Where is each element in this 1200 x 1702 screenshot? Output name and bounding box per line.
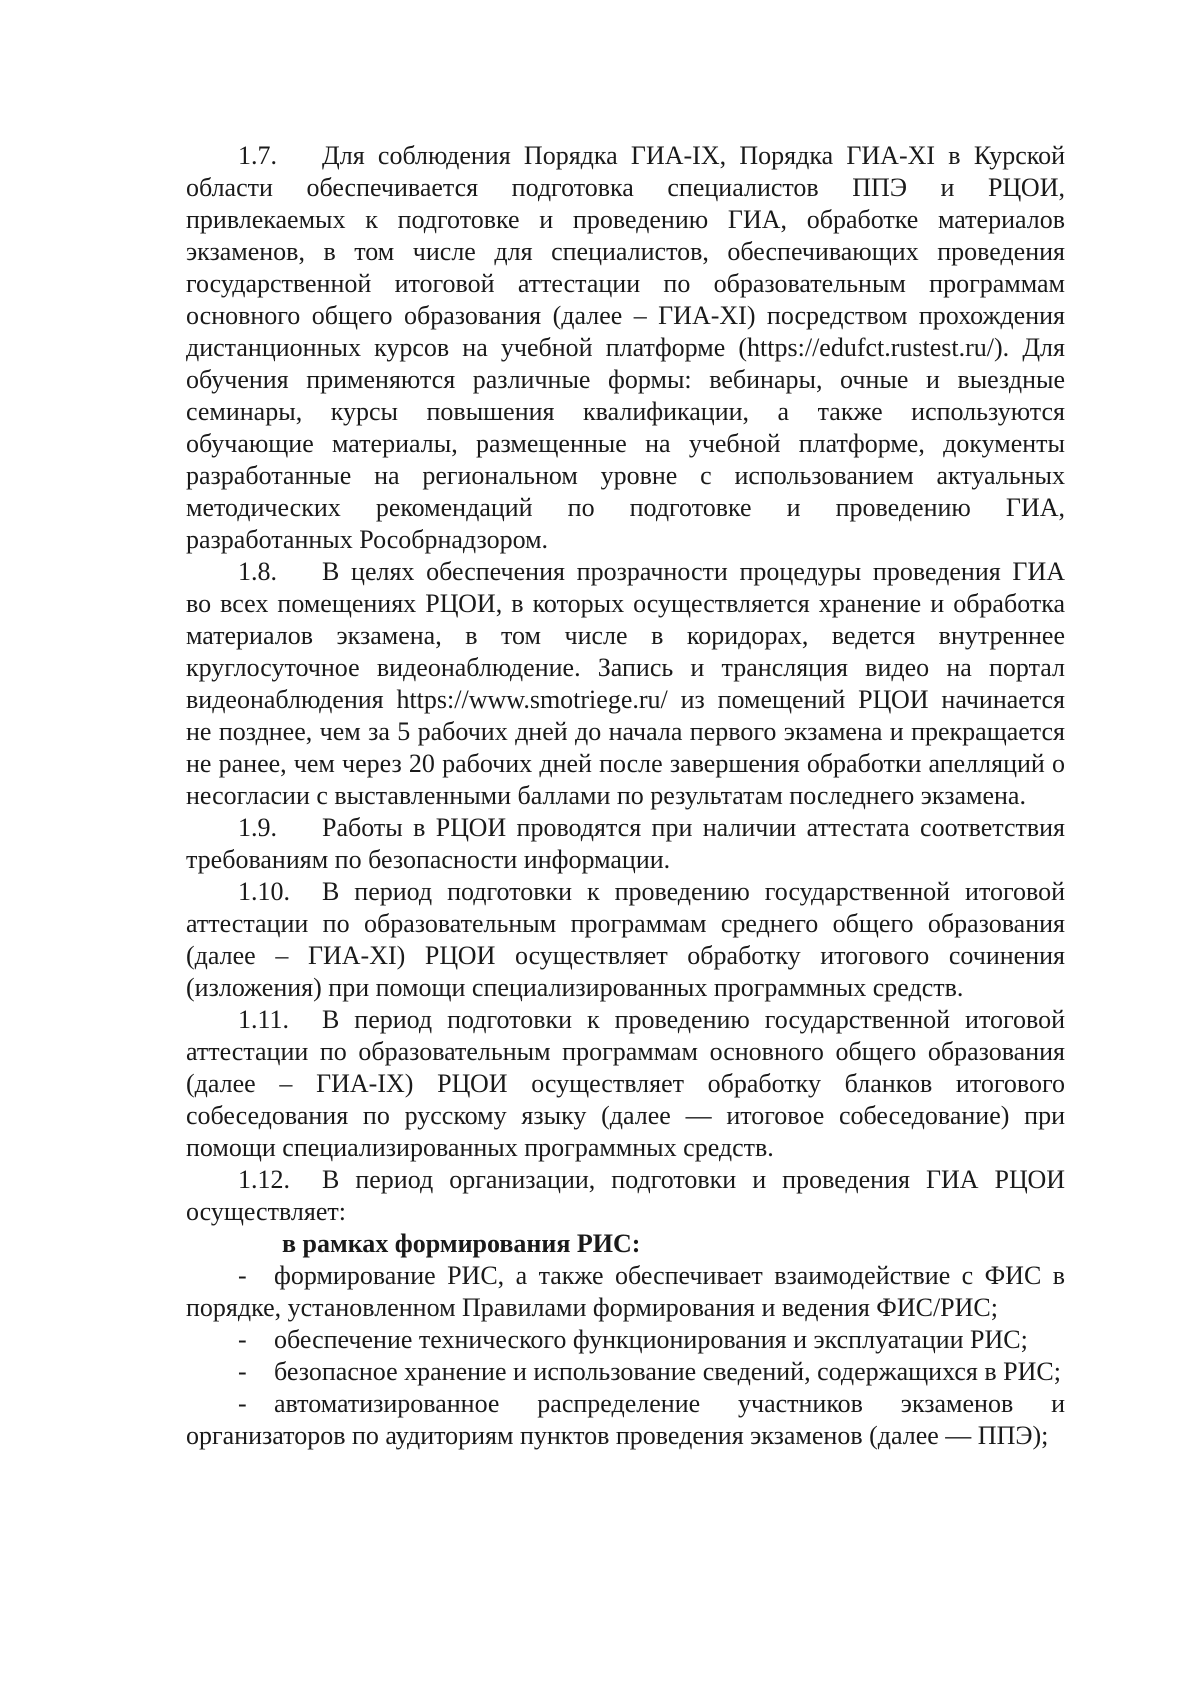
paragraph-text: В период подготовки к проведению государственной итоговой аттестации по образовательным программам среднего общего образования (далее – ГИА-XI) РЦОИ осуществляет обработку итогового сочинения (изложения) при помощи специализированных программных средств. — [186, 877, 1065, 1002]
list-item-text: формирование РИС, а также обеспечивает взаимодействие с ФИС в порядке, установленном Правилами формирования и ведения ФИС/РИС; — [186, 1261, 1065, 1322]
paragraph-number: 1.7. — [238, 141, 277, 170]
bullet-dash: - — [238, 1357, 247, 1386]
list-item — [186, 1388, 1065, 1452]
paragraph-1-12 — [186, 1164, 1065, 1228]
paragraph-number: 1.9. — [238, 813, 277, 842]
paragraph-number: 1.10. — [238, 877, 290, 906]
bullet-dash: - — [238, 1261, 247, 1290]
list-item — [186, 1324, 1065, 1356]
paragraph-text: Для соблюдения Порядка ГИА-IX, Порядка ГИА-XI в Курской области обеспечивается подготовка специалистов ППЭ и РЦОИ, привлекаемых к подготовке и проведению ГИА, обработке материалов экзаменов, в том числе для специалистов, обеспечивающих проведения государственной итоговой аттестации по образовательным программам основного общего образования (далее – ГИА-XI) посредством прохождения дистанционных курсов на учебной платформе (https://edufct.rustest.ru/). Для обучения применяются различные формы: вебинары, очные и выездные семинары, курсы повышения квалификации, а также используются обучающие материалы, размещенные на учебной платформе, документы разработанные на региональном уровне с использованием актуальных методических рекомендаций по подготовке и проведению ГИА, разработанных Рособрнадзором. — [186, 141, 1065, 554]
paragraph-text: В целях обеспечения прозрачности процедуры проведения ГИА во всех помещениях РЦОИ, в которых осуществляется хранение и обработка материалов экзамена, в том числе в коридорах, ведется внутреннее круглосуточное видеонаблюдение. Запись и трансляция видео на портал видеонаблюдения https://www.smotriege.ru/ из помещений РЦОИ начинается не позднее, чем за 5 рабочих дней до начала первого экзамена и прекращается не ранее, чем через 20 рабочих дней после завершения обработки апелляций о несогласии с выставленными баллами по результатам последнего экзамена. — [186, 557, 1065, 810]
paragraph-number: 1.11. — [238, 1005, 290, 1034]
paragraph-text: В период организации, подготовки и проведения ГИА РЦОИ осуществляет: — [186, 1165, 1065, 1226]
list-item-text: обеспечение технического функционирования и эксплуатации РИС; — [274, 1325, 1028, 1354]
paragraph-text: Работы в РЦОИ проводятся при наличии аттестата соответствия требованиям по безопасности информации. — [186, 813, 1065, 874]
paragraph-text: В период подготовки к проведению государственной итоговой аттестации по образовательным программам основного общего образования (далее – ГИА-IX) РЦОИ осуществляет обработку бланков итогового собеседования по русскому языку (далее — итоговое собеседование) при помощи специализированных программных средств. — [186, 1005, 1065, 1162]
list-item — [186, 1260, 1065, 1324]
document-page — [186, 140, 1065, 1452]
paragraph-number: 1.12. — [238, 1165, 290, 1194]
section-subheading: в рамках формирования РИС: — [282, 1229, 641, 1258]
paragraph-1-8 — [186, 556, 1065, 812]
paragraph-1-7 — [186, 140, 1065, 556]
list-item-text: автоматизированное распределение участников экзаменов и организаторов по аудиториям пунктов проведения экзаменов (далее — ППЭ); — [186, 1389, 1065, 1450]
paragraph-1-9 — [186, 812, 1065, 876]
paragraph-1-10 — [186, 876, 1065, 1004]
bullet-dash: - — [238, 1325, 247, 1354]
list-item-text: безопасное хранение и использование сведений, содержащихся в РИС; — [274, 1357, 1061, 1386]
list-item — [186, 1356, 1065, 1388]
paragraph-1-11 — [186, 1004, 1065, 1164]
paragraph-number: 1.8. — [238, 557, 277, 586]
bullet-dash: - — [238, 1389, 247, 1418]
